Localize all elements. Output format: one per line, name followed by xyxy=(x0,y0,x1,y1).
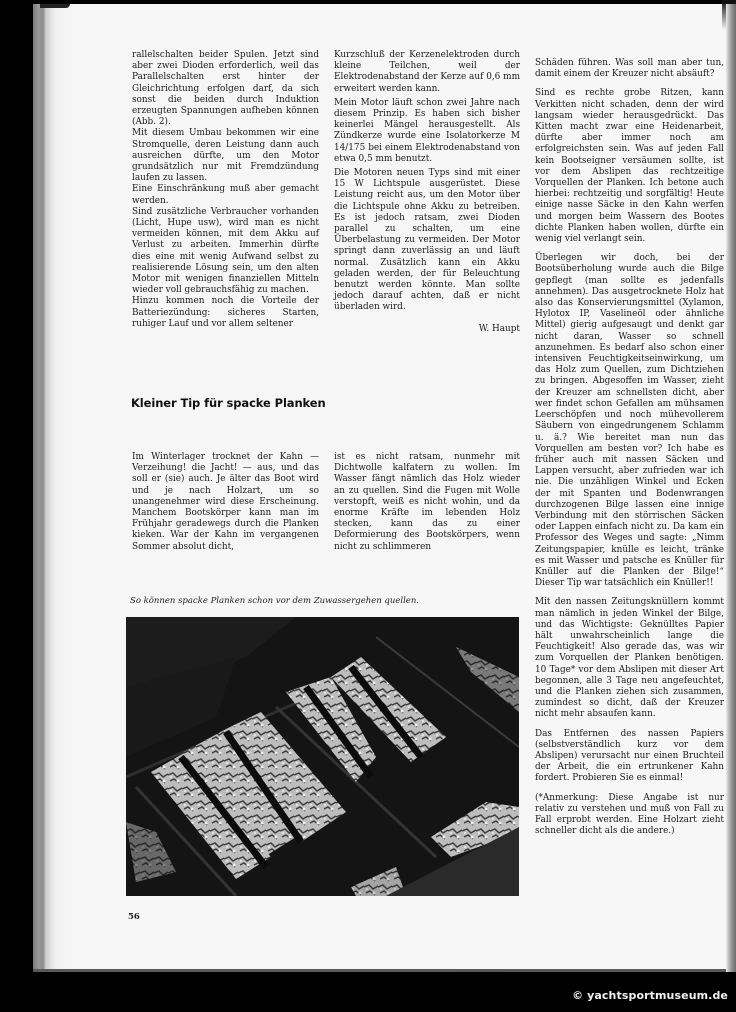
page-right-edge xyxy=(726,4,736,972)
paragraph: Im Winterlager trocknet der Kahn — Verzeihung! die Jacht! — aus, und das soll er (sie) auch. Je älter das Boot wird und je nach Holzart, um so unangenehmer wird diese Erscheinung. Manchem Bootskörper kann man im Frühjahr geradewegs durch die Planken kieken. War der Kahn im vergangenen Sommer absolut dicht, xyxy=(132,452,319,552)
footnote: (*Anmerkung: Diese Angabe ist nur relativ zu verstehen und muß von Fall zu Fall erprobt werden. Eine Holzart zieht schneller dicht als die andere.) xyxy=(535,792,724,837)
copyright-watermark: © yachtsportmuseum.de xyxy=(572,989,728,1002)
paragraph: Sind zusätzliche Verbraucher vorhanden (Licht, Hupe usw), wird man es nicht vermeiden können, mit dem Akku auf Verlust zu arbeiten. Immerhin dürfte dies eine mit wenig Aufwand selbst zu realisierende Lösung sein, um den alten Motor mit wenigen finanziellen Mitteln wieder voll gebrauchsfähig zu machen. xyxy=(132,206,319,296)
paragraph: Mit diesem Umbau bekommen wir eine Stromquelle, deren Leistung dann auch ausreichen dürfte, um den Motor grundsätzlich nur mit Fremdzündung laufen zu lassen. xyxy=(132,128,319,184)
previous-article-column-2 xyxy=(334,50,520,335)
paragraph: Sind es rechte grobe Ritzen, kann Verkitten nicht schaden, denn der wird langsam wieder herausgedrückt. Das Kitten macht zwar eine Heidenarbeit, dürfte aber immer noch am erfolgreichsten sein. Was auf jeden Fall kein Bootseigner versäumen sollte, ist vor dem Abslipen das rechtzeitige Vorquellen der Planken. Ich betone auch hierbei: rechtzeitig und sorgfältig! Heute einige nasse Säcke in den Kahn werfen und morgen beim Wassern des Bootes dichte Planken haben wollen, dürfte ein wenig viel verlangt sein. xyxy=(535,88,724,245)
page-curl-shadow xyxy=(40,4,70,8)
photo-caption: So können spacke Planken schon vor dem Zuwassergehen quellen. xyxy=(130,596,420,606)
author-signature: W. Haupt xyxy=(478,323,520,334)
article-headline: Kleiner Tip für spacke Planken xyxy=(131,396,326,410)
bilge-photo xyxy=(126,617,519,896)
paragraph: Hinzu kommen noch die Vorteile der Batteriezündung: sicheres Starten, ruhiger Lauf und vor allem seltener xyxy=(132,296,319,329)
paragraph: Schäden führen. Was soll man aber tun, damit einem der Kreuzer nicht absäuft? xyxy=(535,58,724,80)
paragraph: ist es nicht ratsam, nunmehr mit Dichtwolle kalfatern zu wollen. Im Wasser fängt nämlich das Holz wieder an zu quellen. Sind die Fugen mit Wolle verstopft, weiß es nicht wohin, und da enorme Kräfte im lebenden Holz stecken, kann das zu einer Deformierung des Bootskörpers, wenn nicht zu schlimmeren xyxy=(334,452,520,552)
paragraph: Mein Motor läuft schon zwei Jahre nach diesem Prinzip. Es haben sich bisher keinerlei Mängel herausgestellt. Als Zündkerze wurde eine Isolatorkerze M 14/175 bei einem Elektrodenabstand von etwa 0,5 mm benutzt. xyxy=(334,97,520,164)
paragraph: Eine Einschränkung muß aber gemacht werden. xyxy=(132,184,319,206)
page-number: 56 xyxy=(128,912,140,922)
article-column-2 xyxy=(334,452,520,553)
paragraph: Die Motoren neuen Typs sind mit einer 15 W Lichtspule ausgerüstet. Diese Leistung reicht aus, um den Motor über die Lichtspule ohne Akku zu betreiben. Es ist jedoch ratsam, zwei Dioden parallel zu schalten, um eine Überbelastung zu vermeiden. Der Motor springt dann zuverlässig an und läuft normal. Zusätzlich kann ein Akku geladen werden, der für Beleuchtung benutzt werden könnte. Man sollte jedoch darauf achten, daß er nicht überladen wird. xyxy=(334,168,520,313)
previous-article-column-1 xyxy=(132,50,319,330)
paragraph: rallelschalten beider Spulen. Jetzt sind aber zwei Dioden erforderlich, weil das Parallelschalten erst hinter der Gleichrichtung erfolgen darf, da sich sonst die beiden durch Induktion erzeugten Spannungen aufheben können (Abb. 2). xyxy=(132,50,319,128)
paragraph: Kurzschluß der Kerzenelektroden durch kleine Teilchen, weil der Elektrodenabstand der Kerze auf 0,6 mm erweitert werden kann. xyxy=(334,50,520,94)
paragraph: Das Entfernen des nassen Papiers (selbstverständlich kurz vor dem Abslipen) verursacht nur einen Bruchteil der Arbeit, die ein ertrunkener Kahn fordert. Probieren Sie es einmal! xyxy=(535,728,724,784)
article-column-3 xyxy=(535,58,724,837)
bilge-photo-illustration xyxy=(126,617,519,896)
article-column-1 xyxy=(132,452,319,553)
paragraph: Mit den nassen Zeitungsknüllern kommt man nämlich in jeden Winkel der Bilge, und das Wichtigste: Geknülltes Papier hält unwahrscheinlich lange die Feuchtigkeit! Also gerade das, was wir zum Vorquellen der Planken benötigen. 10 Tage* vor dem Abslipen mit dieser Art begonnen, alle 3 Tage neu angefeuchtet, und die Planken ziehen sich zusammen, zumindest so dicht, daß der Kreuzer nicht mehr absaufen kann. xyxy=(535,597,724,720)
paragraph: Überlegen wir doch, bei der Bootsüberholung wurde auch die Bilge gepflegt (man sollte es jedenfalls annehmen). Das ausgetrocknete Holz hat also das Konservierungsmittel (Xylamon, Hylotox IP, Vaselineöl oder ähnliche Mittel) gierig aufgesaugt und denkt gar nicht daran, Wasser so schnell anzunehmen. Es bedarf also schon einer intensiven Feuchtigkeitseinwirkung, um das Holz zum Quellen, zum Dichtziehen zu bringen. Abgesoffen im Wasser, zieht der Kreuzer am schnellsten dicht, aber wer findet schon Gefallen am mühsamen Leerschöpfen und noch mühevollerem Säubern von eingedrungenem Schlamm u. ä.? Wie bereitet man nun das Vorquellen am besten vor? Ich habe es früher auch mit nassen Säcken und Lappen versucht, aber zufrieden war ich nie. Die unzähligen Winkel und Ecken der mit Spanten und Bodenwrangen durchzogenen Bilge lassen eine innige Verbindung mit den störrischen Säcken oder Lappen einfach nicht zu. Da kam ein Professor des Weges und sagte: „Nimm Zeitungspapier, knülle es leicht, tränke es mit Wasser und patsche es Knüller für Knüller auf die Planken der Bilge!“ Dieser Tip war tatsächlich ein Knüller!! xyxy=(535,253,724,589)
